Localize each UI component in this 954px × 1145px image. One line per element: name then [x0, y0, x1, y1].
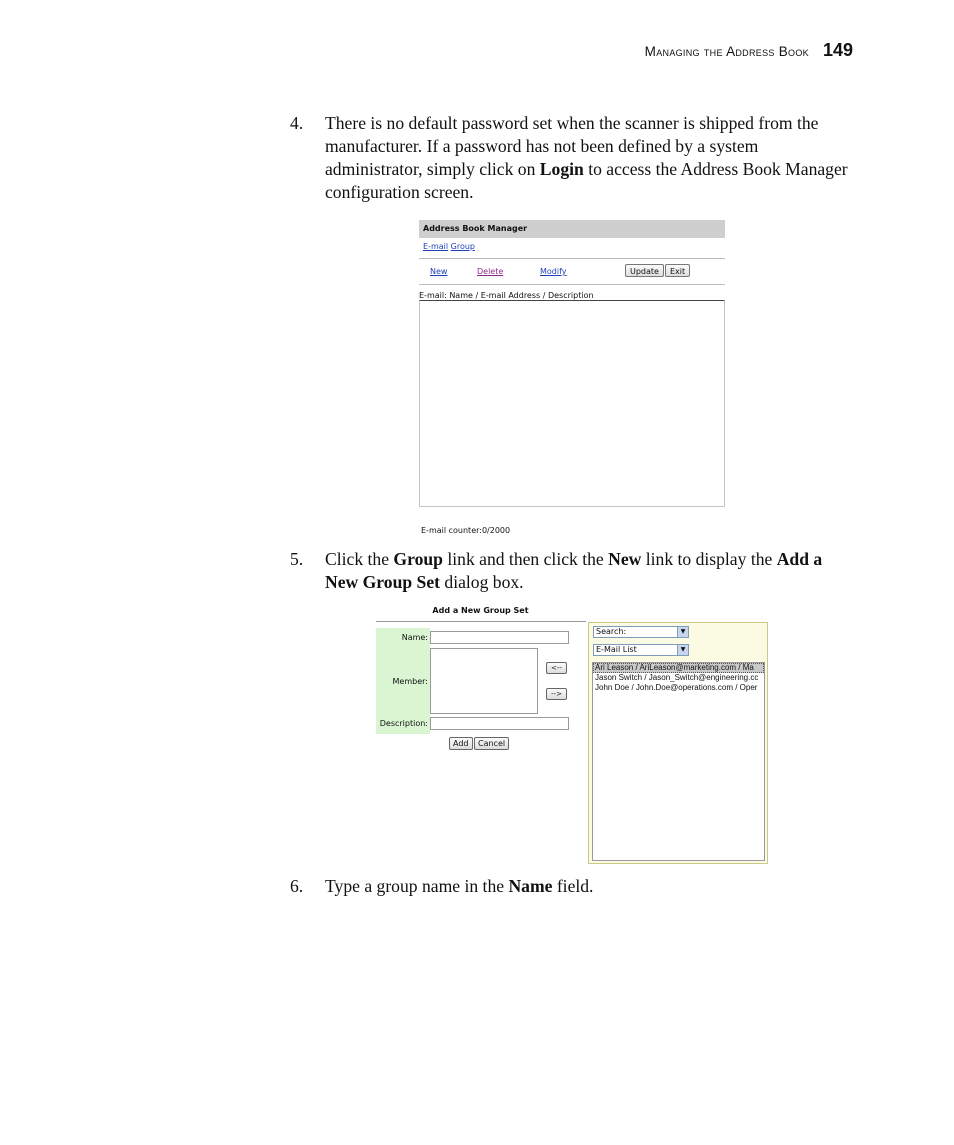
- list-item[interactable]: Jason Switch / Jason_Switch@engineering.cc: [595, 673, 759, 682]
- step-text-part: dialog box.: [440, 572, 524, 592]
- step-text-part: field.: [552, 876, 594, 896]
- step-text-bold: New: [608, 549, 642, 569]
- search-select[interactable]: [593, 626, 689, 638]
- chevron-down-icon: ▼: [677, 645, 688, 655]
- step-text-part: link to display the: [641, 549, 777, 569]
- add-button[interactable]: Add: [449, 737, 473, 750]
- divider: [419, 284, 725, 285]
- running-header: [645, 40, 853, 61]
- update-button[interactable]: Update: [625, 264, 664, 277]
- step-text-part: Click the: [325, 549, 394, 569]
- member-listbox[interactable]: [430, 648, 538, 714]
- step-text-bold: Group: [393, 549, 443, 569]
- exit-button[interactable]: Exit: [665, 264, 690, 277]
- address-book-manager-screenshot: [418, 220, 726, 538]
- add-member-button[interactable]: <--: [546, 662, 567, 674]
- email-list-select[interactable]: [593, 644, 689, 656]
- step-text-bold: Name: [508, 876, 553, 896]
- list-item[interactable]: John Doe / John.Doe@operations.com / Oper: [595, 683, 758, 692]
- description-input[interactable]: [430, 717, 569, 730]
- description-label: Description:: [379, 719, 428, 728]
- section-title: Managing the Address Book: [644, 44, 809, 59]
- add-group-dialog-screenshot: [375, 604, 770, 866]
- dialog-title: Add a New Group Set: [432, 606, 529, 615]
- new-link[interactable]: New: [430, 267, 448, 276]
- list-item[interactable]: Ari Leason / AriLeason@marketing.com / Ma: [593, 663, 764, 673]
- email-listbox[interactable]: [419, 300, 725, 507]
- cancel-button[interactable]: Cancel: [474, 737, 509, 750]
- step-text: [325, 875, 856, 898]
- remove-member-button[interactable]: -->: [546, 688, 567, 700]
- step-text-part: to access the Address Book Manager configuration screen.: [325, 159, 848, 202]
- step-6: [290, 875, 856, 898]
- name-label: Name:: [401, 633, 428, 642]
- divider: [376, 621, 586, 622]
- step-text: [325, 112, 856, 204]
- email-counter: E-mail counter:0/2000: [421, 526, 511, 535]
- email-selection-panel: [588, 622, 768, 864]
- page-number: 149: [822, 40, 853, 60]
- step-5: [290, 548, 856, 594]
- modify-link[interactable]: Modify: [540, 267, 567, 276]
- step-number: 6.: [290, 876, 304, 896]
- tab-group-link[interactable]: Group: [450, 242, 475, 251]
- step-text: [325, 548, 856, 594]
- step-number: 5.: [290, 549, 304, 569]
- step-text-part: link and then click the: [442, 549, 609, 569]
- delete-link[interactable]: Delete: [477, 267, 504, 276]
- chevron-down-icon: ▼: [677, 627, 688, 637]
- search-select-value: Search:: [596, 627, 627, 636]
- step-number: 4.: [290, 113, 304, 133]
- step-text-part: There is no default password set when the scanner is shipped from the manufacturer. If a password has not been defined by a system administrator, simply click on: [325, 113, 819, 179]
- abm-tabs: [423, 242, 475, 251]
- email-column-header: E-mail: Name / E-mail Address / Description: [419, 291, 594, 300]
- email-list[interactable]: [592, 662, 765, 861]
- member-label: Member:: [392, 677, 428, 686]
- step-text-bold: Login: [539, 159, 584, 179]
- name-input[interactable]: [430, 631, 569, 644]
- email-list-select-value: E-Mail List: [596, 645, 637, 654]
- step-text-bold: Add a New Group Set: [325, 549, 823, 592]
- divider: [419, 258, 725, 259]
- tab-email-link[interactable]: E-mail: [423, 242, 449, 251]
- abm-title-bar: Address Book Manager: [419, 220, 725, 238]
- step-text-part: Type a group name in the: [325, 876, 509, 896]
- step-4: [290, 112, 856, 204]
